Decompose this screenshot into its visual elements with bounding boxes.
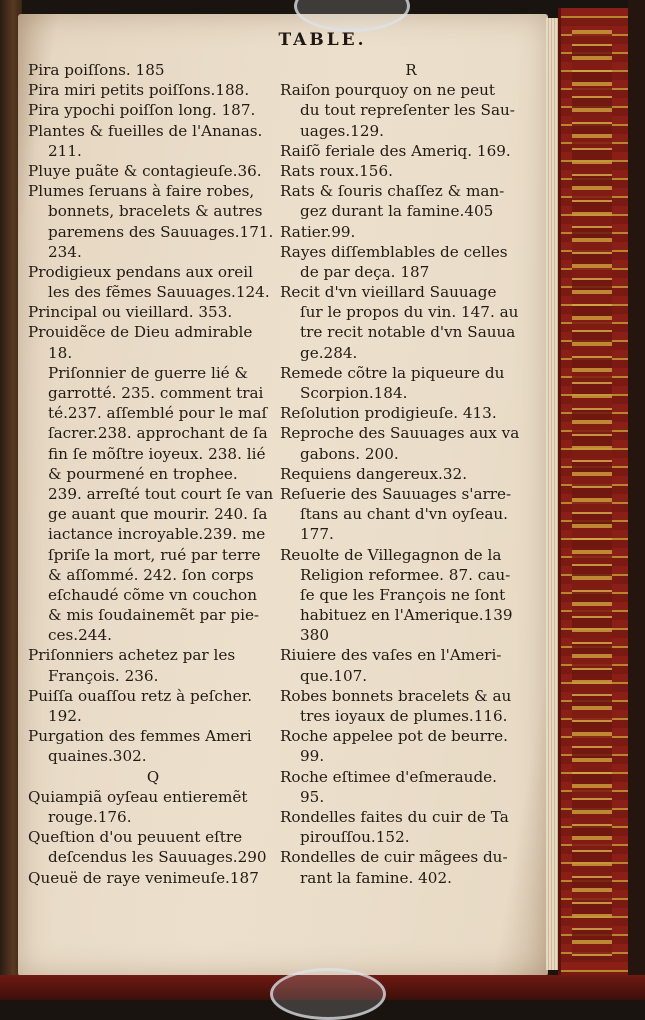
index-entry-line: Quiampiã oyſeau entieremẽt: [28, 787, 248, 806]
index-entry-line: 95.: [300, 787, 325, 806]
index-entry-line: ge auant que mourir. 240. ſa: [48, 505, 268, 524]
index-entry-line: ſacrer.238. approchant de ſa: [48, 424, 268, 443]
index-column-right: [280, 60, 542, 888]
index-entry-line: eſchaudé cõme vn couchon: [48, 585, 257, 604]
index-entry-line: Puiſſa ouaſſou retz à peſcher.: [28, 686, 253, 705]
index-entry-line: Rayes diſſemblables de celles: [280, 242, 508, 261]
index-entry-line: Riuiere des vaſes en l'Ameri-: [280, 646, 502, 665]
index-entry-line: Pira poiſſons. 185: [28, 61, 165, 79]
index-entry-line: Pluye puãte & contagieuſe.36.: [28, 161, 262, 180]
index-entry-line: ge.284.: [300, 343, 358, 362]
index-entry-line: Roche eſtimee d'eſmeraude.: [280, 767, 497, 786]
index-entry-line: Rondelles faites du cuir de Ta: [280, 807, 509, 826]
index-entry-line: Robes bonnets bracelets & au: [280, 686, 512, 705]
index-entry-line: fin ſe mõſtre ioyeux. 238. lié: [48, 444, 266, 463]
index-entry-line: Pira miri petits poiſſons.188.: [28, 81, 250, 100]
index-entry-line: ſur le propos du vin. 147. au: [300, 303, 519, 322]
index-entry-line: Principal ou vieillard. 353.: [28, 303, 233, 322]
index-entry-line: Reuolte de Villegagnon de la: [280, 545, 502, 564]
index-entry-line: Priſonniers achetez par les: [28, 646, 236, 665]
index-entry-line: Raiſõ feriale des Ameriq. 169.: [280, 141, 511, 160]
index-entry-line: Prodigieux pendans aux oreil: [28, 262, 253, 281]
gilt-tooling-ornament: [572, 30, 612, 960]
index-entry-line: pirouſſou.152.: [300, 828, 410, 847]
index-entry-line: Ratier.99.: [280, 222, 356, 241]
binding-shadow: [628, 0, 645, 1000]
index-entry-line: deſcendus les Sauuages.290: [48, 848, 267, 867]
index-entry-line: & pourmené en trophee.: [48, 464, 238, 483]
index-entry-line: Raiſon pourquoy on ne peut: [280, 81, 495, 100]
index-entry-line: bonnets, bracelets & autres: [48, 202, 263, 221]
index-entry-line: Reſolution prodigieuſe. 413.: [280, 404, 497, 423]
index-entry-line: tres ioyaux de plumes.116.: [300, 707, 508, 725]
index-entry-line: habituez en l'Amerique.139: [300, 606, 513, 625]
index-entry-line: ſe que les François ne ſont: [300, 585, 506, 604]
index-entry-line: Rats & ſouris chaſſez & man-: [280, 182, 505, 201]
index-entry-line: Plumes ſeruans à faire robes,: [28, 182, 255, 201]
index-entry-line: Rondelles de cuir mãgees du-: [280, 848, 508, 867]
index-entry-line: rant la famine. 402.: [300, 868, 452, 887]
index-entry-line: garrotté. 235. comment trai: [48, 384, 264, 402]
index-entry-line: Prouidẽce de Dieu admirable: [28, 323, 253, 342]
index-entry-line: Priſonnier de guerre lié &: [48, 363, 249, 382]
index-entry-line: uages.129.: [300, 121, 384, 140]
index-entry-line: paremens des Sauuages.171.: [48, 222, 274, 241]
index-entry-line: & mis ſoudainemẽt par pie-: [48, 606, 260, 625]
index-entry-line: ſpriſe la mort, rué par terre: [48, 545, 261, 564]
index-entry-line: 380: [300, 626, 329, 645]
index-entry-line: gabons. 200.: [300, 444, 399, 463]
index-entry-line: 99.: [300, 747, 325, 766]
index-entry-line: ces.244.: [48, 626, 112, 645]
index-entry-line: tre recit notable d'vn Sauua: [300, 323, 516, 342]
index-entry-line: iactance incroyable.239. me: [48, 525, 266, 544]
index-entry-line: gez durant la famine.405: [300, 202, 494, 221]
index-entry-line: Religion reformee. 87. cau-: [300, 565, 511, 584]
section-letter: Q: [146, 767, 160, 786]
index-entry-line: Purgation des femmes Ameri: [28, 727, 252, 746]
index-entry-line: Plantes & fueilles de l'Ananas.: [28, 121, 263, 140]
index-entry-line: Requiens dangereux.32.: [280, 464, 468, 483]
index-column-left: [28, 60, 278, 888]
index-entry-line: Roche appelee pot de beurre.: [280, 727, 508, 746]
page-header: TABLE.: [278, 30, 367, 50]
page-holder-clip-bottom: [270, 968, 386, 1020]
index-entry-line: Reproche des Sauuages aux va: [280, 424, 520, 443]
index-entry-line: té.237. aſſemblé pour le maſ: [48, 404, 268, 423]
index-entry-line: de par deça. 187: [300, 262, 430, 281]
index-entry-line: Queuë de raye venimeuſe.187: [28, 868, 259, 887]
index-entry-line: rouge.176.: [48, 807, 132, 826]
section-letter: R: [405, 61, 417, 79]
index-entry-line: Rats roux.156.: [280, 161, 393, 180]
index-entry-line: 177.: [300, 525, 334, 544]
index-entry-line: que.107.: [300, 666, 368, 685]
index-entry-line: Queſtion d'ou peuuent eſtre: [28, 828, 243, 847]
index-entry-line: les des fẽmes Sauuages.124.: [48, 283, 270, 302]
index-entry-line: & aſſommé. 242. ſon corps: [48, 565, 254, 584]
index-entry-line: 192.: [48, 707, 82, 725]
index-entry-line: Remede cõtre la piqueure du: [280, 363, 505, 382]
index-entry-line: Recit d'vn vieillard Sauuage: [280, 283, 497, 302]
index-entry-line: ſtans au chant d'vn oyſeau.: [300, 505, 508, 524]
index-entry-line: quaines.302.: [48, 747, 147, 766]
index-entry-line: 239. arreſté tout court ſe van: [48, 484, 274, 503]
index-entry-line: Reſuerie des Sauuages s'arre-: [280, 484, 512, 503]
index-entry-line: Pira ypochi poiſſon long. 187.: [28, 101, 256, 120]
index-entry-line: 234.: [48, 242, 82, 261]
index-entry-line: 211.: [48, 141, 82, 160]
index-entry-line: du tout repreſenter les Sau-: [300, 101, 515, 120]
index-entry-line: 18.: [48, 343, 73, 362]
index-entry-line: Scorpion.184.: [300, 384, 408, 402]
index-entry-line: François. 236.: [48, 666, 159, 685]
